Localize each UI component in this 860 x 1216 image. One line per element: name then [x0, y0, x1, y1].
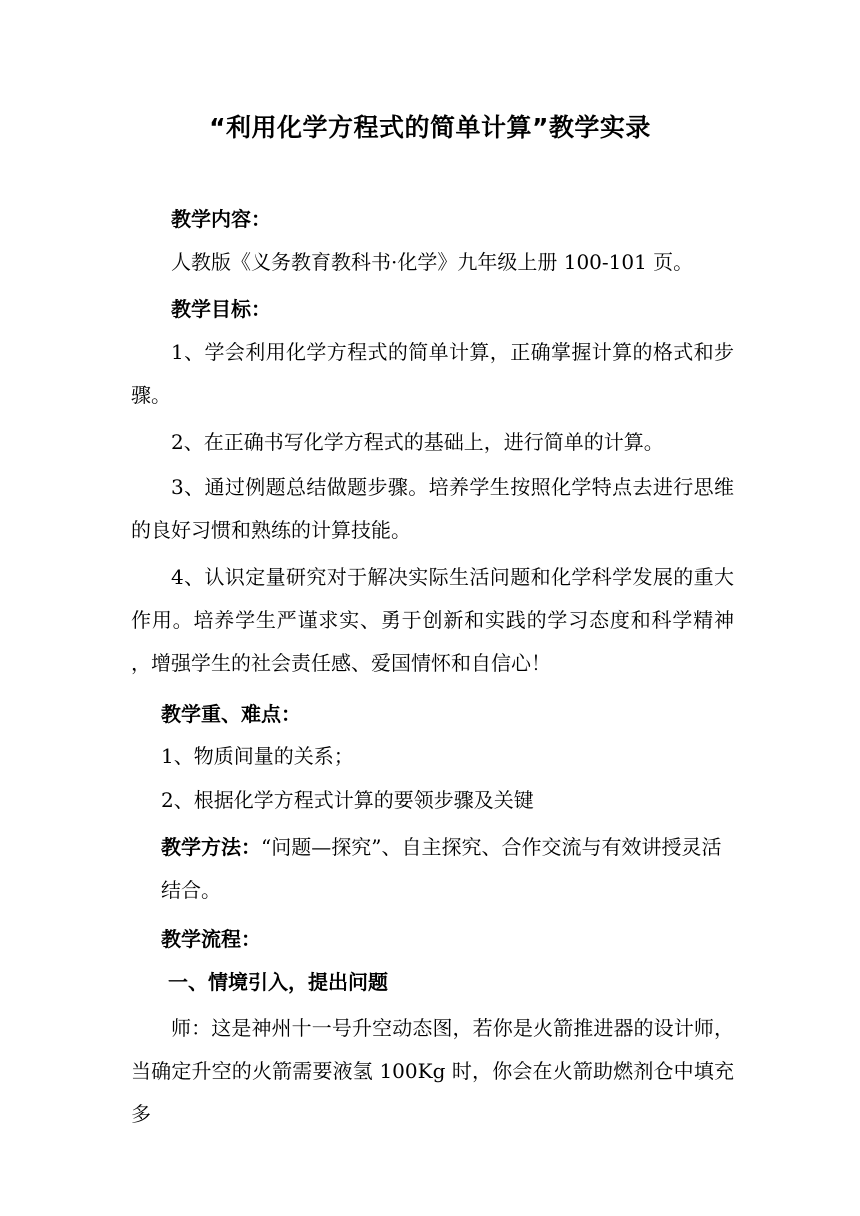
section-1-heading: 一、情境引入，提出问题	[168, 970, 388, 994]
document-title: “利用化学方程式的简单计算”教学实录	[209, 113, 651, 142]
methods-label: 教学方法：	[161, 835, 261, 859]
key-point-item-1: 1、物质间量的关系；	[161, 744, 354, 768]
methods-text: “问题—探究”、自主探究、合作交流与有效讲授灵活	[261, 835, 722, 859]
key-points-heading: 教学重、难点：	[161, 702, 301, 726]
content-heading: 教学内容：	[171, 207, 271, 231]
objectives-heading: 教学目标：	[171, 297, 271, 321]
objective-item-3: 3、通过例题总结做题步骤。培养学生按照化学特点去进行思维的良好习惯和熟练的计算技能。	[131, 475, 734, 542]
process-heading: 教学流程：	[161, 927, 261, 951]
objective-item-4: 4、认识定量研究对于解决实际生活问题和化学科学发展的重大作用。培养学生严谨求实、勇于创新和实践的学习态度和科学精神 ，增强学生的社会责任感、爱国情怀和自信心！	[131, 565, 734, 675]
methods-line	[161, 832, 721, 862]
methods-text-continued: 结合。	[161, 878, 221, 902]
objective-item-2: 2、在正确书写化学方程式的基础上，进行简单的计算。	[171, 430, 664, 454]
teacher-paragraph: 师：这是神州十一号升空动态图，若你是火箭推进器的设计师，当确定升空的火箭需要液氢 100Kg 时，你会在火箭助燃剂仓中填充多	[131, 1016, 734, 1126]
objective-item-1: 1、学会利用化学方程式的简单计算，正确掌握计算的格式和步骤。	[131, 340, 734, 407]
key-point-item-2: 2、根据化学方程式计算的要领步骤及关键	[161, 788, 534, 812]
content-text: 人教版《义务教育教科书·化学》九年级上册 100-101 页。	[171, 250, 694, 274]
